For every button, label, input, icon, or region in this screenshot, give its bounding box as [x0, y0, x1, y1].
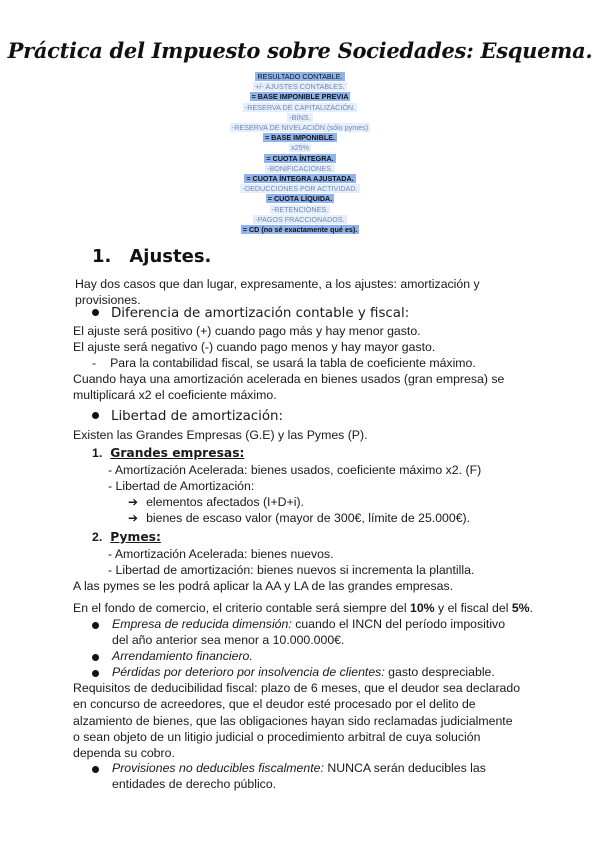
item-em: Pérdidas por deterioro por insolvencia de clientes:: [112, 665, 385, 679]
bullet-libertad-amortizacion: [92, 409, 283, 425]
paragraph-line: - Libertad de amortización: bienes nuevos si incrementa la plantilla.: [108, 563, 475, 577]
scheme-line: -PAGOS FRACCIONADOS.: [255, 214, 345, 224]
numbered-item-pymes: [92, 529, 552, 545]
bullet-provisiones: [92, 760, 504, 793]
scheme-line: -DEDUCCIONES POR ACTIVIDAD.: [242, 184, 358, 194]
item-text: NUNCA serán deducibles las entidades de derecho público.: [112, 761, 486, 792]
section-title: Ajustes.: [129, 246, 212, 267]
paragraph-line: Existen las Grandes Empresas (G.E) y las Pymes (P).: [73, 428, 368, 442]
value: 10%: [409, 601, 435, 615]
scheme-line: -RETENCIONES.: [271, 204, 329, 214]
bullet-dot-icon: [92, 766, 99, 773]
requisitos-paragraph: Requisitos de deducibilidad fiscal: plazo de 6 meses, que el deudor sea declarado en concurso de acreedores, que el deudor esté procesado por el delito de alzamiento de bienes, que las obligaciones hayan sido reclamadas judicialmente o sean objeto de un litigio judicial o procedimiento arbitral de cuya solución dependa su cobro.: [73, 681, 521, 761]
paragraph-line: El ajuste será positivo (+) cuando pago más y hay menor gasto.: [73, 324, 421, 338]
text: y el fiscal del: [434, 601, 512, 615]
scheme-line: = CUOTA ÍNTEGRA AJUSTADA.: [246, 174, 354, 184]
scheme-line: = CUOTA ÍNTEGRA.: [266, 153, 334, 163]
paragraph-line: Cuando haya una amortización acelerada en bienes usados (gran empresa) se multiplicará x2 el coeficiente máximo.: [73, 372, 505, 403]
item-text: gasto despreciable.: [384, 665, 495, 679]
numbered-item-grandes-empresas: [92, 445, 552, 461]
arrow-icon: ➔: [128, 511, 139, 525]
scheme-line: x25%: [291, 143, 309, 153]
bullet-diferencia-amortizacion: [92, 306, 409, 322]
paragraph-line: - Amortización Acelerada: bienes nuevos.: [108, 547, 334, 561]
arrow-icon: ➔: [128, 495, 139, 509]
scheme-line: RESULTADO CONTABLE.: [257, 72, 343, 81]
paragraph-line: - Libertad de Amortización:: [108, 479, 255, 493]
bullet-title: Libertad de amortización:: [111, 409, 284, 424]
paragraph-line: A las pymes se les podrá aplicar la AA y LA de las grandes empresas.: [73, 579, 454, 593]
item-number: 2.: [92, 530, 103, 544]
dash-item: [92, 355, 552, 371]
dash-text: Para la contabilidad fiscal, se usará la tabla de coeficiente máximo.: [110, 356, 476, 370]
value: 5%: [511, 601, 530, 615]
dash-icon: -: [92, 356, 97, 370]
section-heading-ajustes: [92, 246, 211, 267]
scheme-line: +/- AJUSTES CONTABLES.: [255, 82, 345, 92]
page-title: Práctica del Impuesto sobre Sociedades: Esquema.: [7, 38, 593, 63]
bullet-dot-icon: [92, 309, 99, 316]
item-em: Empresa de reducida dimensión:: [112, 617, 292, 631]
bullet-dot-icon: [92, 412, 99, 419]
item-number: 1.: [92, 446, 103, 460]
bullet-dot-icon: [92, 654, 99, 661]
scheme-line: = BASE IMPONIBLE PREVIA: [251, 92, 349, 102]
tax-scheme: [0, 72, 600, 235]
arrow-text: bienes de escaso valor (mayor de 300€, límite de 25.000€).: [146, 511, 471, 525]
paragraph-line: El ajuste será negativo (-) cuando pago menos y hay mayor gasto.: [73, 340, 436, 354]
text: .: [529, 601, 534, 615]
scheme-line: -BONIFICACIONES.: [267, 163, 333, 173]
bullet-empresa-reducida: [92, 616, 522, 649]
item-text: cuando el INCN del período impositivo del año anterior sea menor a 10.000.000€.: [112, 617, 506, 648]
item-title: Grandes empresas:: [110, 446, 245, 460]
scheme-line: -RESERVA DE CAPITALIZACIÓN.: [244, 102, 356, 112]
paragraph-line: - Amortización Acelerada: bienes usados, coeficiente máximo x2. (F): [108, 463, 482, 477]
bullet-dot-icon: [92, 670, 99, 677]
arrow-item: [128, 494, 588, 510]
arrow-item: [128, 510, 588, 526]
scheme-line: -BINS.: [289, 112, 311, 122]
fondo-comercio-paragraph: [73, 600, 543, 616]
bullet-title: Diferencia de amortización contable y fiscal:: [111, 306, 410, 321]
item-em: Provisiones no deducibles fiscalmente:: [112, 761, 324, 775]
bullet-perdidas-deterioro: [92, 664, 522, 680]
arrow-text: elementos afectados (I+D+i).: [146, 495, 304, 509]
item-title: Pymes:: [110, 530, 161, 544]
scheme-line: = CUOTA LÍQUIDA.: [267, 194, 333, 204]
item-em: Arrendamiento financiero.: [112, 649, 253, 663]
bullet-dot-icon: [92, 622, 99, 629]
scheme-line: -RESERVA DE NIVELACIÓN (sólo pymes): [231, 123, 369, 133]
bullet-arrendamiento: [92, 648, 522, 664]
scheme-line: = CD (no sé exactamente qué es).: [242, 225, 358, 235]
scheme-line: = BASE IMPONIBLE.: [264, 133, 336, 143]
text: En el fondo de comercio, el criterio contable será siempre del: [73, 601, 410, 615]
section-number: 1.: [92, 246, 112, 267]
intro-paragraph: Hay dos casos que dan lugar, expresamente, a los ajustes: amortización y provisiones.: [75, 277, 480, 308]
